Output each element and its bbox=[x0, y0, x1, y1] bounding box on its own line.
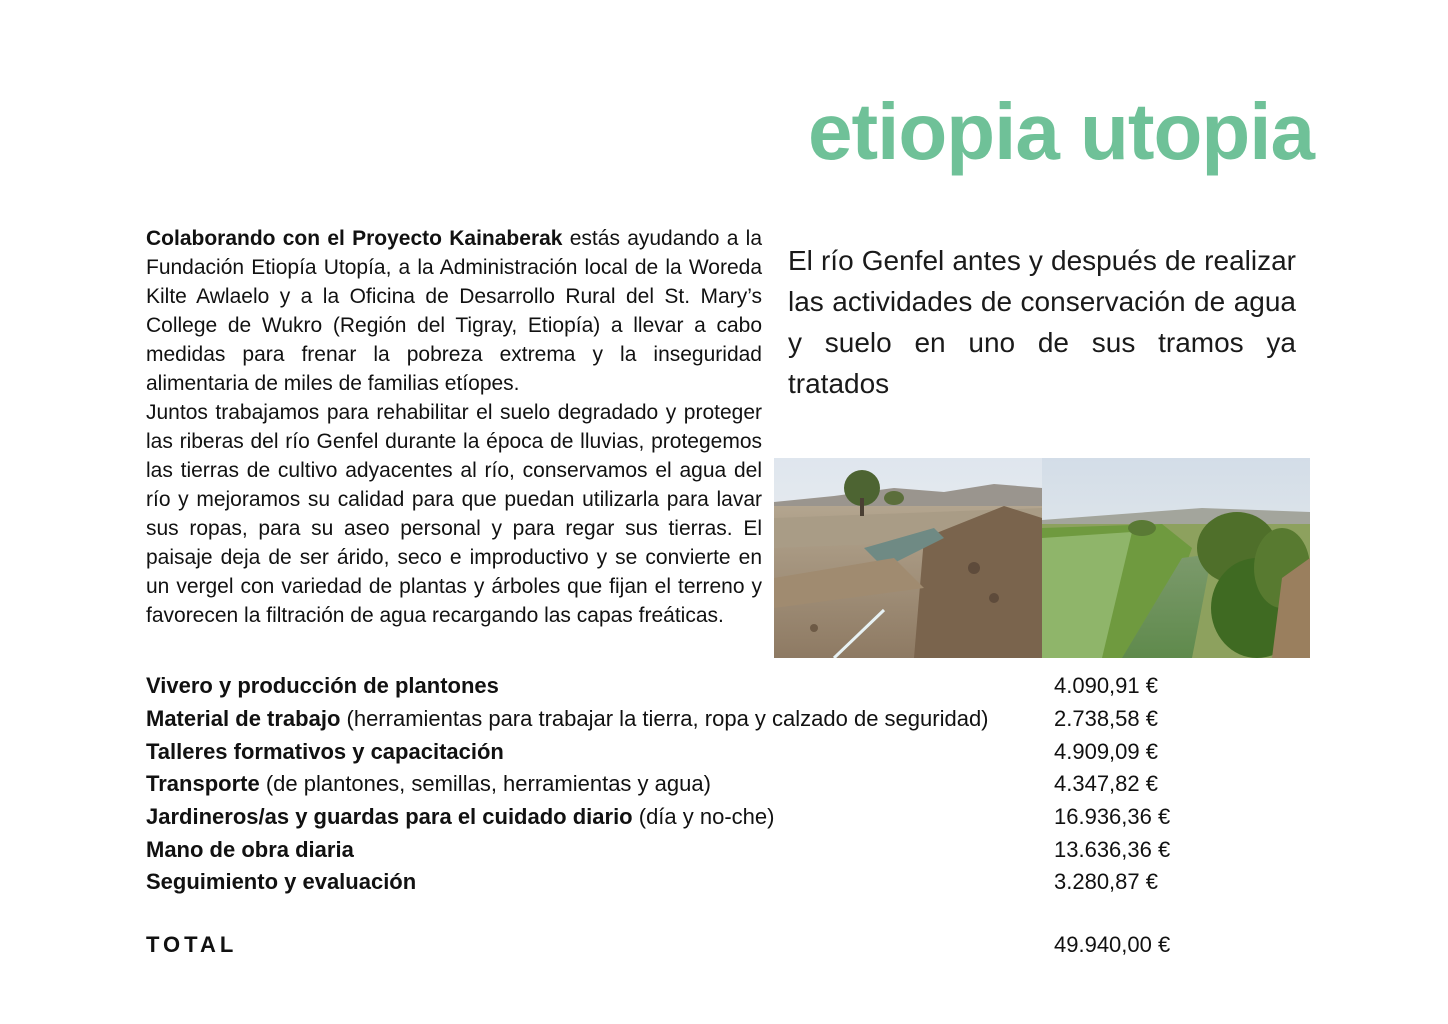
intro-paragraph-1 bbox=[146, 224, 762, 398]
cost-label bbox=[146, 869, 1054, 895]
cost-item-name: Jardineros/as y guardas para el cuidado diario bbox=[146, 804, 633, 830]
intro-paragraph-2: Juntos trabajamos para rehabilitar el suelo degradado y proteger las riberas del río Genfel durante la época de lluvias, protegemos las tierras de cultivo adyacentes al río, conservamos el agua del río y mejoramos su calidad para que puedan utilizarla para lavar sus ropas, para su aseo personal y para regar sus tierras. El paisaje deja de ser árido, seco e improductivo y se convierte en un vergel con variedad de plantas y árboles que fijan el terreno y favorecen la filtración de agua recargando las capas freáticas. bbox=[146, 401, 762, 627]
total-label: TOTAL bbox=[146, 932, 238, 957]
cost-item-note: (día y no-che) bbox=[632, 804, 775, 830]
cost-item-name: Vivero y producción de plantones bbox=[146, 673, 499, 699]
green-river-illustration bbox=[1042, 458, 1310, 658]
dry-river-illustration bbox=[774, 458, 1042, 658]
river-photos bbox=[774, 458, 1310, 658]
photo-caption: El río Genfel antes y después de realizar las actividades de conservación de agua y suelo en uno de sus tramos ya tratados bbox=[788, 245, 1296, 399]
cost-label bbox=[146, 673, 1054, 699]
cost-row bbox=[146, 866, 1246, 899]
cost-amount: 3.280,87 € bbox=[1054, 869, 1158, 895]
cost-amount: 16.936,36 € bbox=[1054, 804, 1171, 830]
cost-row bbox=[146, 801, 1246, 834]
intro-text bbox=[146, 224, 762, 630]
cost-label bbox=[146, 739, 1054, 765]
cost-item-name: Transporte bbox=[146, 771, 260, 797]
total-row bbox=[146, 932, 1246, 958]
total-amount: 49.940,00 € bbox=[1054, 932, 1171, 957]
cost-row bbox=[146, 670, 1246, 703]
cost-item-name: Material de trabajo bbox=[146, 706, 341, 732]
cost-amount: 4.347,82 € bbox=[1054, 771, 1158, 797]
cost-label bbox=[146, 804, 1054, 830]
page-title: etiopia utopia bbox=[808, 87, 1314, 176]
cost-amount: 13.636,36 € bbox=[1054, 836, 1171, 862]
cost-item-name: Mano de obra diaria bbox=[146, 836, 354, 862]
photo-after bbox=[1042, 458, 1310, 658]
intro-body-1: estás ayudando a la Fundación Etiopía Utopía, a la Administración local de la Woreda Kilte Awlaelo y a la Oficina de Desarrollo Rural del St. Mary’s College de Wukro (Región del Tigray, Etiopía) a llevar a cabo medidas para frenar la pobreza extrema y la inseguridad alimentaria de miles de familias etíopes. bbox=[146, 227, 762, 395]
cost-item-note: (de plantones, semillas, herramientas y agua) bbox=[259, 771, 711, 797]
photo-before bbox=[774, 458, 1042, 658]
cost-row bbox=[146, 703, 1246, 736]
cost-item-name: Talleres formativos y capacitación bbox=[146, 738, 504, 764]
intro-lead: Colaborando con el Proyecto Kainaberak bbox=[146, 227, 563, 250]
cost-item-name: Seguimiento y evaluación bbox=[146, 869, 417, 895]
cost-item-note: (herramientas para trabajar la tierra, ropa y calzado de seguridad) bbox=[340, 706, 989, 732]
cost-label bbox=[146, 706, 1054, 732]
cost-amount: 2.738,58 € bbox=[1054, 706, 1158, 732]
cost-amount: 4.909,09 € bbox=[1054, 738, 1158, 764]
cost-label bbox=[146, 771, 1054, 797]
cost-label bbox=[146, 837, 1054, 863]
cost-row bbox=[146, 833, 1246, 866]
cost-row bbox=[146, 768, 1246, 801]
cost-row bbox=[146, 735, 1246, 768]
cost-amount: 4.090,91 € bbox=[1054, 673, 1158, 699]
cost-breakdown bbox=[146, 670, 1246, 899]
